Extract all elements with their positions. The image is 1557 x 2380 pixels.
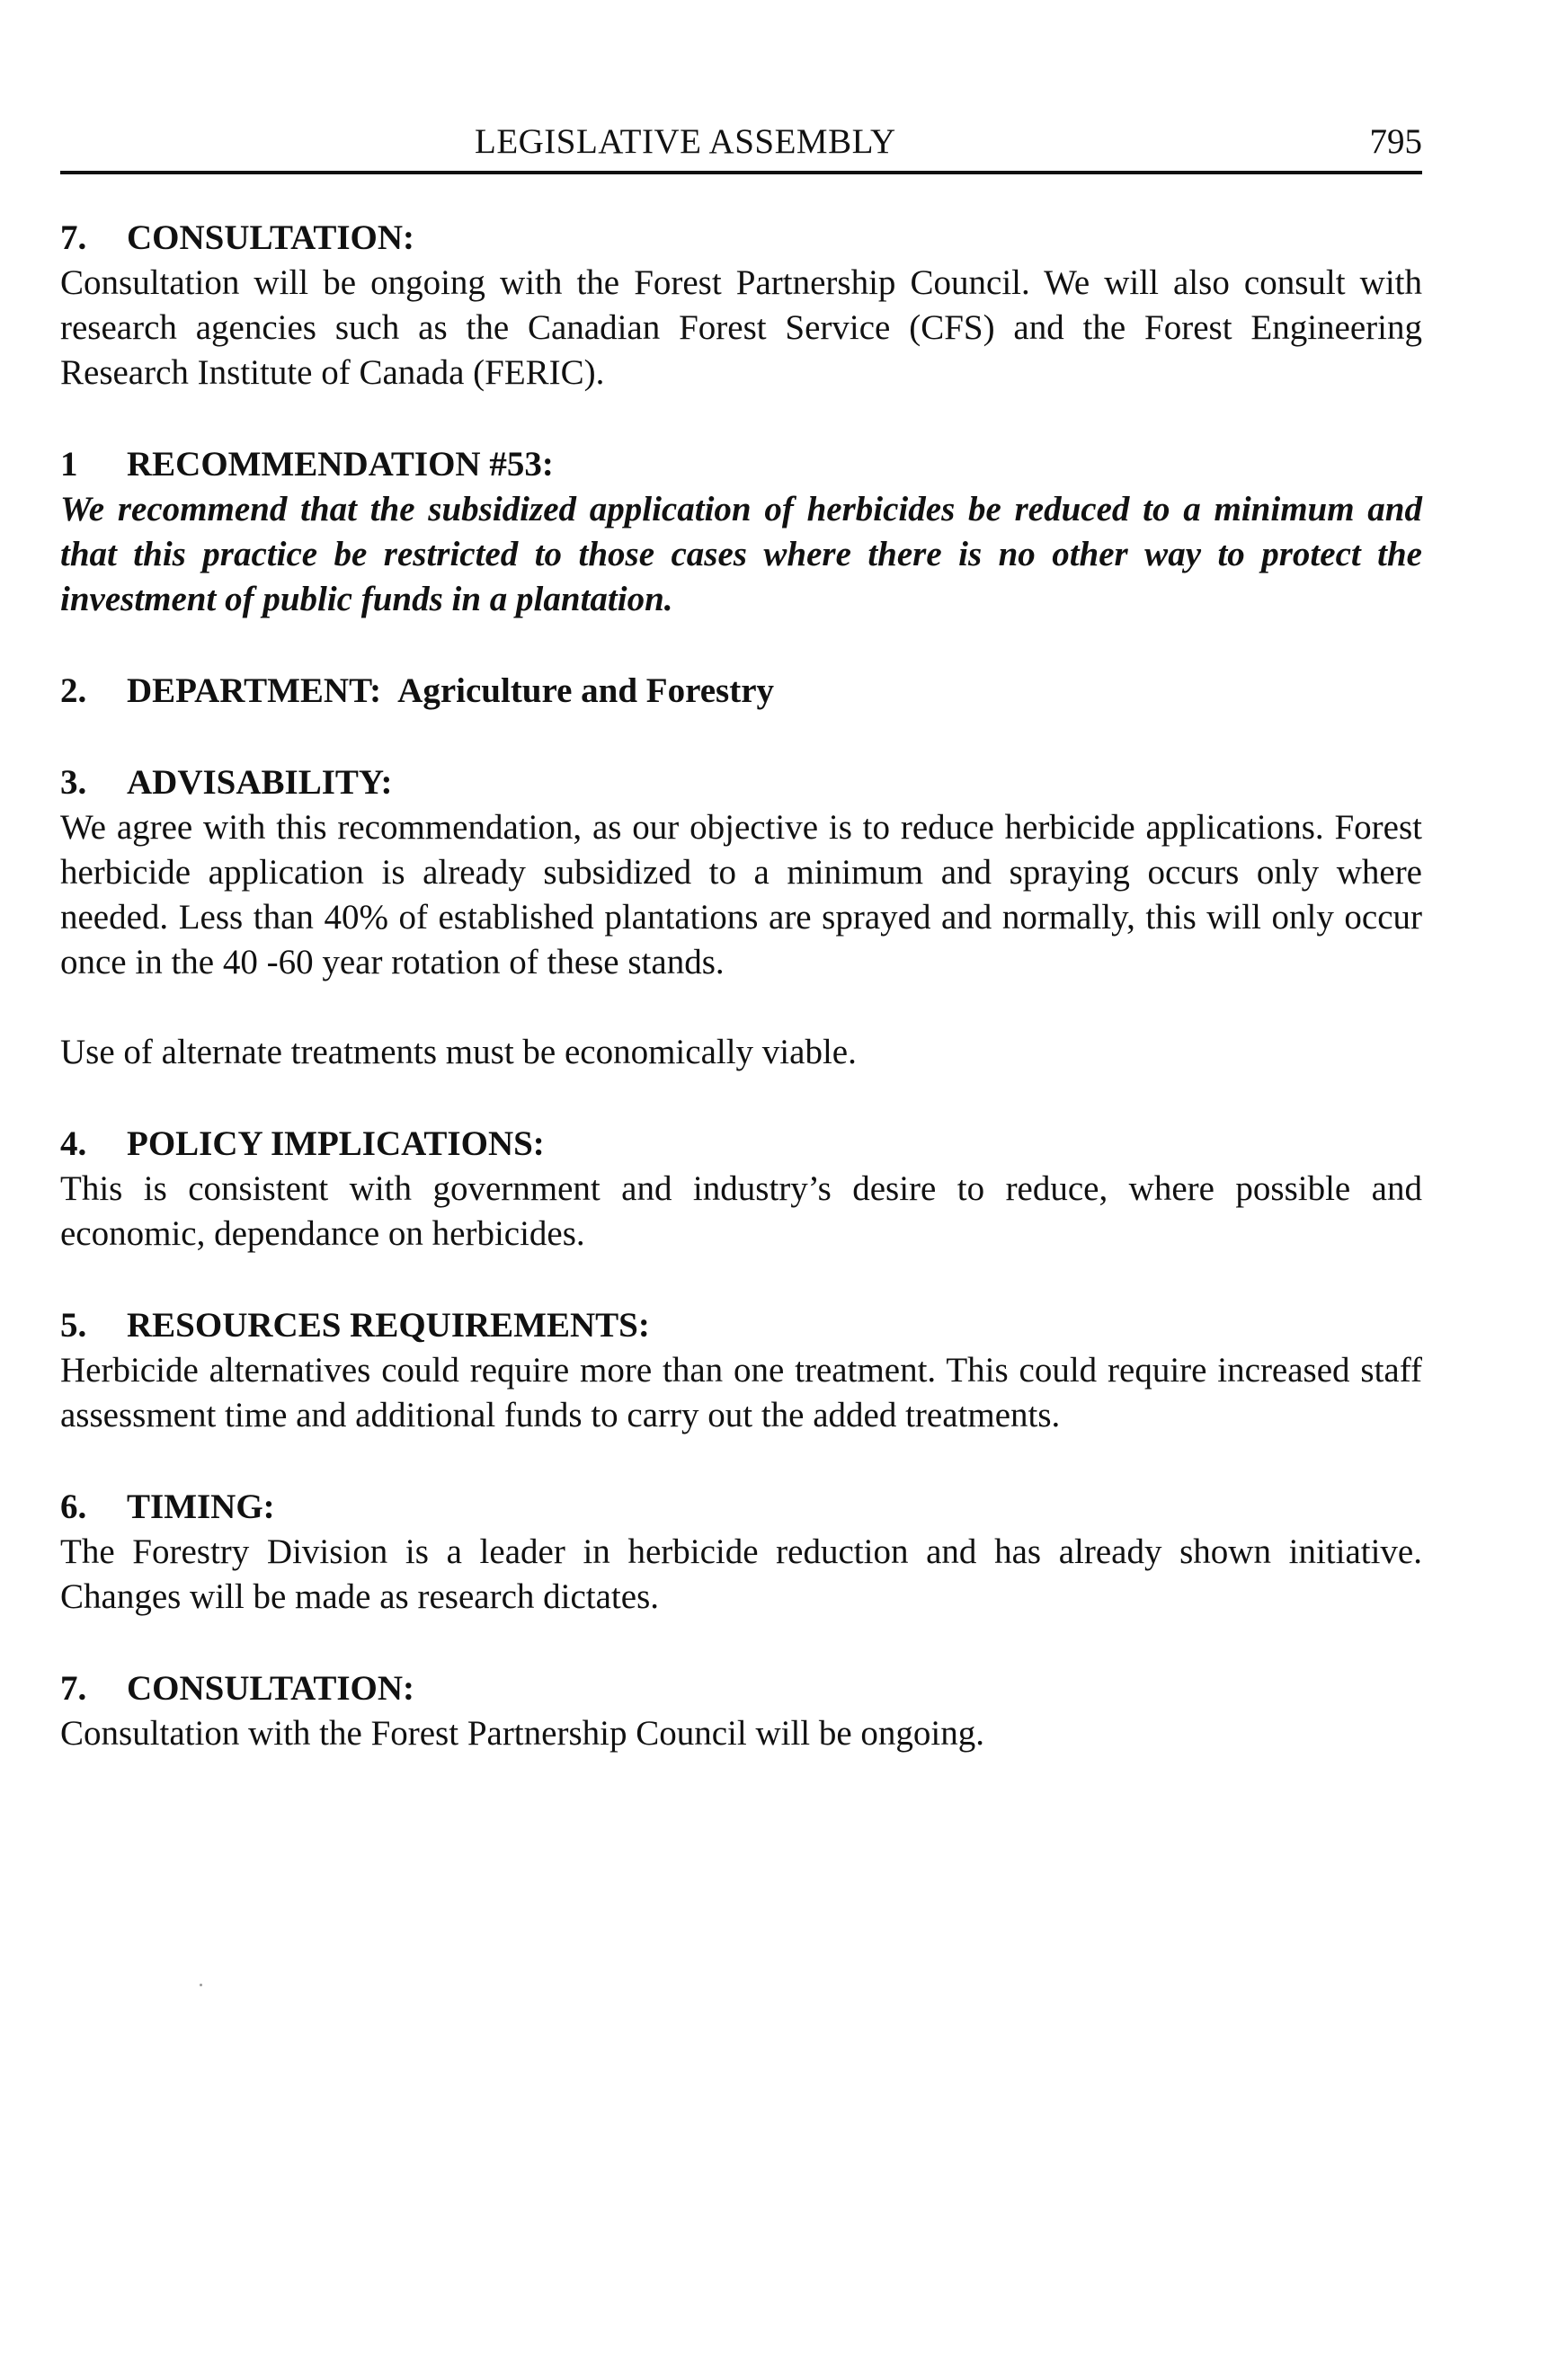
section-consultation <box>60 1666 1422 1756</box>
section-number: 6. <box>60 1488 87 1526</box>
document-body <box>60 216 1422 1756</box>
section-heading <box>60 1303 1422 1348</box>
section-heading <box>60 760 1422 805</box>
section-text: Herbicide alternatives could require more than one treatment. This could require increased staff assessment time and additional funds to carry out the added treatments. <box>60 1351 1422 1434</box>
department-name: Agriculture and Forestry <box>397 671 775 710</box>
section-title: CONSULTATION: <box>127 1669 415 1708</box>
section-number: 2. <box>60 671 87 710</box>
section-number: 3. <box>60 763 87 802</box>
section-number: 7. <box>60 1669 87 1708</box>
section-text: The Forestry Division is a leader in herbicide reduction and has already shown initiative. Changes will be made as research dictates. <box>60 1532 1422 1616</box>
section-title: TIMING: <box>127 1488 275 1526</box>
recommendation-text: We recommend that the subsidized application of herbicides be reduced to a minimum and that this practice be restricted to those cases where there is no other way to protect the investment of public funds in a plantation. <box>60 490 1422 618</box>
page-number: 795 <box>1369 122 1422 161</box>
section-department <box>60 669 1422 714</box>
section-heading <box>60 442 1422 487</box>
section-number: 7. <box>60 218 87 257</box>
running-head-title: LEGISLATIVE ASSEMBLY <box>475 122 896 161</box>
section-title: RESOURCES REQUIREMENTS: <box>127 1306 650 1345</box>
section-resources-requirements <box>60 1303 1422 1438</box>
section-heading <box>60 1666 1422 1711</box>
section-heading <box>60 1122 1422 1167</box>
section-text-secondary: Use of alternate treatments must be economically viable. <box>60 1033 857 1071</box>
scan-speck <box>200 1984 202 1986</box>
section-heading <box>60 216 1422 261</box>
section-advisability <box>60 760 1422 1075</box>
section-timing <box>60 1485 1422 1620</box>
section-title: ADVISABILITY: <box>127 763 393 802</box>
section-consultation-previous <box>60 216 1422 395</box>
section-number: 1 <box>60 445 78 484</box>
page-header <box>60 115 1422 174</box>
section-heading <box>60 669 1422 714</box>
section-policy-implications <box>60 1122 1422 1257</box>
section-title: POLICY IMPLICATIONS: <box>127 1124 545 1163</box>
section-text: Consultation will be ongoing with the Forest Partnership Council. We will also consult with research agencies such as the Canadian Forest Service (CFS) and the Forest Engineering Research Institute of Canada (FERIC). <box>60 263 1422 392</box>
section-number: 5. <box>60 1306 87 1345</box>
section-text: Consultation with the Forest Partnership Council will be ongoing. <box>60 1714 985 1753</box>
section-heading <box>60 1485 1422 1530</box>
section-number: 4. <box>60 1124 87 1163</box>
section-recommendation <box>60 442 1422 622</box>
section-title: CONSULTATION: <box>127 218 415 257</box>
section-text: We agree with this recommendation, as our objective is to reduce herbicide applications. Forest herbicide application is already subsidized to a minimum and spraying occurs only where needed. Less than 40% of established plantations are sprayed and normally, this will only occur once in the 40 -60 year rotation of these stands. <box>60 808 1422 981</box>
section-text: This is consistent with government and industry’s desire to reduce, where possible and economic, dependance on herbicides. <box>60 1169 1422 1253</box>
section-title: RECOMMENDATION #53: <box>127 445 554 484</box>
section-title: DEPARTMENT: <box>127 671 382 710</box>
